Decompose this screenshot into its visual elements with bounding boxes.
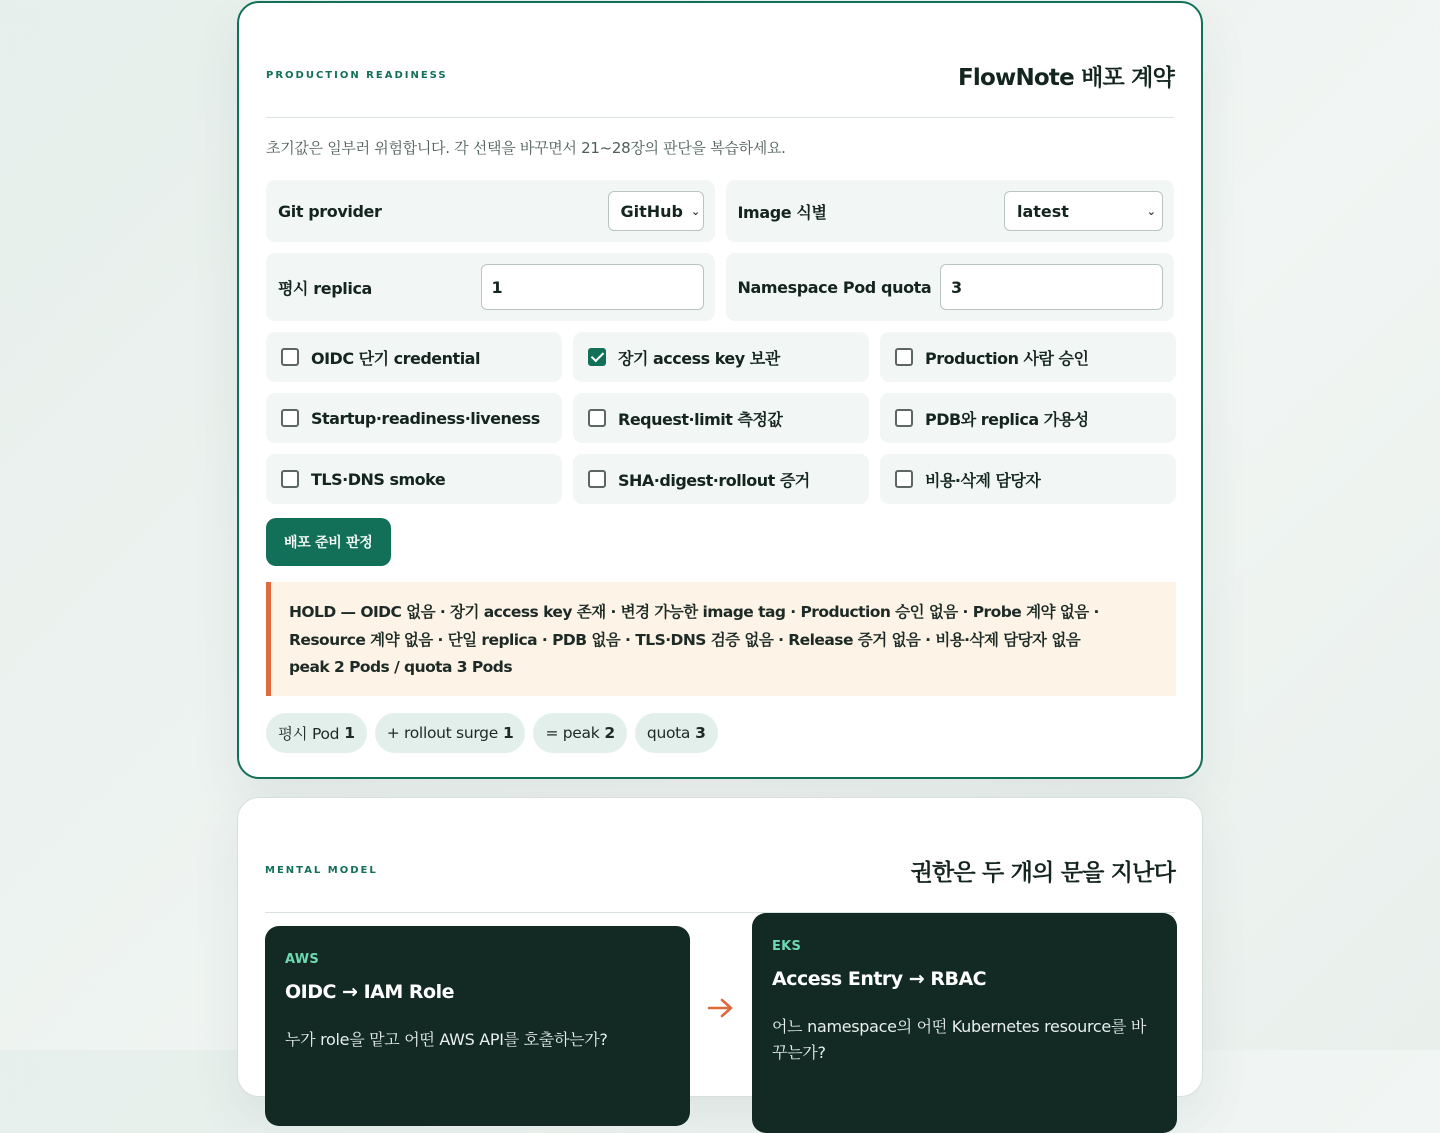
checkbox[interactable] <box>895 470 913 488</box>
arrow-right-icon <box>706 996 736 1020</box>
git-provider-value: GitHub <box>620 201 683 221</box>
checklist-item[interactable] <box>266 393 562 443</box>
checklist-item[interactable] <box>266 454 562 504</box>
checklist-item[interactable] <box>573 393 869 443</box>
verdict-line: peak 2 Pods / quota 3 Pods <box>289 658 512 676</box>
quota-field <box>726 253 1175 321</box>
chevron-down-icon: ⌄ <box>1146 204 1156 218</box>
git-provider-label: Git provider <box>278 201 382 221</box>
readiness-checklist <box>266 332 1176 504</box>
checklist-label: Production 사람 승인 <box>925 348 1089 368</box>
checklist-label: PDB와 replica 가용성 <box>925 409 1089 429</box>
capacity-pill <box>375 713 526 753</box>
checklist-label: 장기 access key 보관 <box>618 348 780 368</box>
checklist-label: Request·limit 측정값 <box>618 409 783 429</box>
readiness-header <box>266 59 1174 92</box>
checkbox[interactable] <box>895 348 913 366</box>
mental-model-card <box>237 797 1203 1097</box>
checkbox[interactable] <box>588 470 606 488</box>
git-provider-field <box>266 180 715 242</box>
verdict-line: Resource 계약 없음 · 단일 replica · PDB 없음 · TLS·DNS 검증 없음 · Release 증거 없음 · 비용·삭제 담당자 없음 <box>289 630 1081 649</box>
readiness-card <box>237 1 1203 779</box>
eks-tag: EKS <box>772 939 802 954</box>
quota-label: Namespace Pod quota <box>737 277 932 297</box>
aws-panel <box>265 926 690 1126</box>
checklist-item[interactable] <box>880 454 1176 504</box>
pill-value: 1 <box>502 724 514 742</box>
checklist-item[interactable] <box>573 454 869 504</box>
image-id-field <box>726 180 1175 242</box>
mental-model-eyebrow: MENTAL MODEL <box>265 865 378 876</box>
verdict-panel <box>266 582 1176 696</box>
checkbox[interactable] <box>588 409 606 427</box>
image-id-select[interactable] <box>1004 191 1163 231</box>
eks-body: 어느 namespace의 어떤 Kubernetes resource를 바꾸는가? <box>772 1017 1147 1062</box>
checklist-label: 비용·삭제 담당자 <box>925 470 1041 490</box>
eks-panel <box>752 913 1177 1133</box>
pill-value: 1 <box>344 724 355 742</box>
replica-field <box>266 253 715 321</box>
checklist-label: Startup·readiness·liveness <box>311 408 540 428</box>
checklist-item[interactable] <box>880 332 1176 382</box>
pill-value: 3 <box>695 724 706 742</box>
capacity-pill <box>533 713 626 753</box>
checklist-item[interactable] <box>266 332 562 382</box>
mental-model-title: 권한은 두 개의 문을 지난다 <box>910 860 1175 886</box>
checkbox[interactable] <box>281 470 299 488</box>
checkbox[interactable] <box>281 348 299 366</box>
readiness-eyebrow: PRODUCTION READINESS <box>266 70 448 81</box>
chevron-down-icon: ⌄ <box>691 204 701 218</box>
checklist-label: SHA·digest·rollout 증거 <box>618 470 810 490</box>
checklist-item[interactable] <box>573 332 869 382</box>
replica-label: 평시 replica <box>278 278 372 298</box>
replica-input[interactable] <box>481 264 704 310</box>
mental-model-header <box>265 854 1175 887</box>
checkbox[interactable] <box>895 409 913 427</box>
pill-text: + rollout surge <box>386 724 498 742</box>
aws-body: 누가 role을 맡고 어떤 AWS API를 호출하는가? <box>285 1030 608 1049</box>
aws-title: OIDC → IAM Role <box>285 981 454 1003</box>
pill-value: 2 <box>604 724 615 742</box>
quota-input[interactable] <box>940 264 1163 310</box>
header-divider <box>266 117 1174 118</box>
pill-text: 평시 Pod <box>278 725 340 743</box>
readiness-title: FlowNote 배포 계약 <box>958 65 1174 91</box>
capacity-pills <box>266 713 718 753</box>
checkbox[interactable] <box>281 409 299 427</box>
checkbox[interactable] <box>588 348 606 366</box>
image-id-label: Image 식별 <box>737 202 827 222</box>
checklist-item[interactable] <box>880 393 1176 443</box>
capacity-pill <box>266 713 367 753</box>
git-provider-select[interactable] <box>608 191 704 231</box>
aws-tag: AWS <box>285 952 320 967</box>
capacity-pill <box>635 713 718 753</box>
judge-readiness-button[interactable]: 배포 준비 판정 <box>266 518 391 566</box>
pill-text: = peak <box>545 724 600 742</box>
image-id-value: latest <box>1017 201 1069 221</box>
intro-text: 초기값은 일부러 위험합니다. 각 선택을 바꾸면서 21~28장의 판단을 복습하세요. <box>266 139 786 157</box>
checklist-label: TLS·DNS smoke <box>311 469 446 489</box>
verdict-line: HOLD — OIDC 없음 · 장기 access key 존재 · 변경 가능한 image tag · Production 승인 없음 · Probe 계약 없음 · <box>289 603 1099 621</box>
checklist-label: OIDC 단기 credential <box>311 348 480 368</box>
eks-title: Access Entry → RBAC <box>772 968 987 990</box>
pill-text: quota <box>646 724 691 742</box>
